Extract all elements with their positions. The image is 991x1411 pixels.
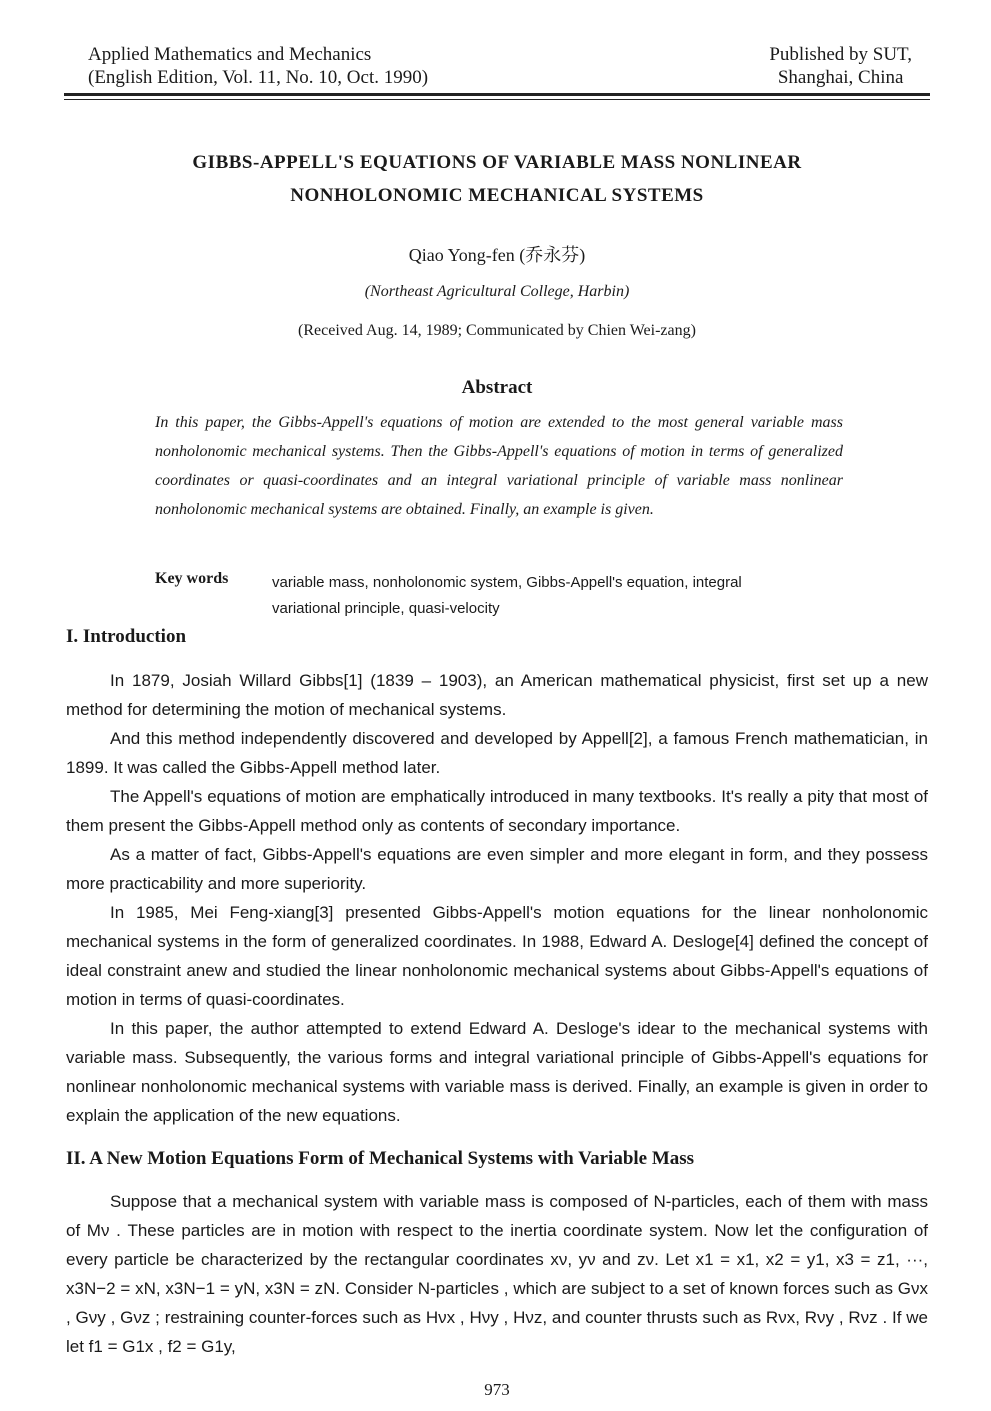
paragraph: And this method independently discovered and developed by Appell[2], a famous French mathematician, in 1899. It was called the Gibbs-Appell method later.	[66, 729, 928, 777]
title-line-2: NONHOLONOMIC MECHANICAL SYSTEMS	[290, 185, 704, 206]
affiliation: (Northeast Agricultural College, Harbin)	[364, 283, 630, 300]
journal-name: Applied Mathematics and Mechanics	[88, 44, 372, 65]
header-rule-thick	[64, 93, 930, 96]
keywords-label: Key words	[155, 570, 229, 587]
page-number: 973	[484, 1380, 510, 1399]
journal-info	[88, 43, 428, 89]
abstract-text: In this paper, the Gibbs-Appell's equations of motion are extended to the most general variable mass nonholonomic mechanical systems. Then the Gibbs-Appell's equations of motion in terms of generalized coordinates or quasi-coordinates and an integral variational principle of variable mass nonlinear nonholonomic mechanical systems are obtained. Finally, an example is given.	[155, 414, 843, 518]
paragraph: Suppose that a mechanical system with variable mass is composed of N-particles, each of them with mass of Mν . These particles are in motion with respect to the inertia coordinate system. Now let the configuration of every particle be characterized by the rectangular coordinates xν, yν and zν. Let x1 = x1, x2 = y1, x3 = z1, ···, x3N−2 = xN, x3N−1 = yN, x3N = zN. Consider N-particles , which are subject to a set of known forces such as Gνx , Gνy , Gνz ; restraining counter-forces such as Hνx , Hνy , Hνz, and counter thrusts such as Rνx, Rνy , Rνz . If we let f1 = G1x , f2 = G1y,	[66, 1192, 928, 1356]
abstract-heading: Abstract	[461, 377, 533, 398]
author: Qiao Yong-fen (乔永芬)	[408, 245, 586, 265]
section-2-heading: II. A New Motion Equations Form of Mechanical Systems with Variable Mass	[66, 1148, 695, 1169]
publisher-name: Published by SUT,	[769, 44, 912, 65]
section-1-body	[66, 666, 928, 1130]
journal-edition: (English Edition, Vol. 11, No. 10, Oct. 1990)	[88, 67, 429, 88]
keywords-line-1: variable mass, nonholonomic system, Gibbs-Appell's equation, integral	[272, 574, 742, 591]
section-1-heading: I. Introduction	[66, 626, 187, 647]
paragraph: In 1985, Mei Feng-xiang[3] presented Gibbs-Appell's motion equations for the linear nonholonomic mechanical systems in the form of generalized coordinates. In 1988, Edward A. Desloge[4] defined the concept of ideal constraint anew and studied the linear nonholonomic mechanical systems about Gibbs-Appell's equations of motion in terms of quasi-coordinates.	[66, 903, 928, 1009]
header-rule-thin	[64, 99, 930, 100]
running-header	[64, 43, 930, 99]
section-2-body	[66, 1187, 928, 1361]
keywords-line-2: variational principle, quasi-velocity	[272, 600, 500, 617]
paragraph: In this paper, the author attempted to extend Edward A. Desloge's idear to the mechanical systems with variable mass. Subsequently, the various forms and integral variational principle of Gibbs-Appell's equations for nonlinear nonholonomic mechanical systems with variable mass is derived. Finally, an example is given in order to explain the application of the new equations.	[66, 1019, 928, 1125]
publisher-location: Shanghai, China	[777, 67, 904, 88]
paper-title	[64, 146, 930, 212]
paragraph: The Appell's equations of motion are emphatically introduced in many textbooks. It's really a pity that most of them present the Gibbs-Appell method only as contents of secondary importance.	[66, 787, 928, 835]
paragraph: In 1879, Josiah Willard Gibbs[1] (1839 – 1903), an American mathematical physicist, first set up a new method for determining the motion of mechanical systems.	[66, 671, 928, 719]
publisher-info	[769, 43, 912, 89]
received-date: (Received Aug. 14, 1989; Communicated by Chien Wei-zang)	[298, 322, 696, 339]
title-line-1: GIBBS-APPELL'S EQUATIONS OF VARIABLE MASS NONLINEAR	[192, 152, 802, 173]
keywords-text	[272, 570, 852, 622]
paragraph: As a matter of fact, Gibbs-Appell's equations are even simpler and more elegant in form, and they possess more practicability and more superiority.	[66, 845, 928, 893]
